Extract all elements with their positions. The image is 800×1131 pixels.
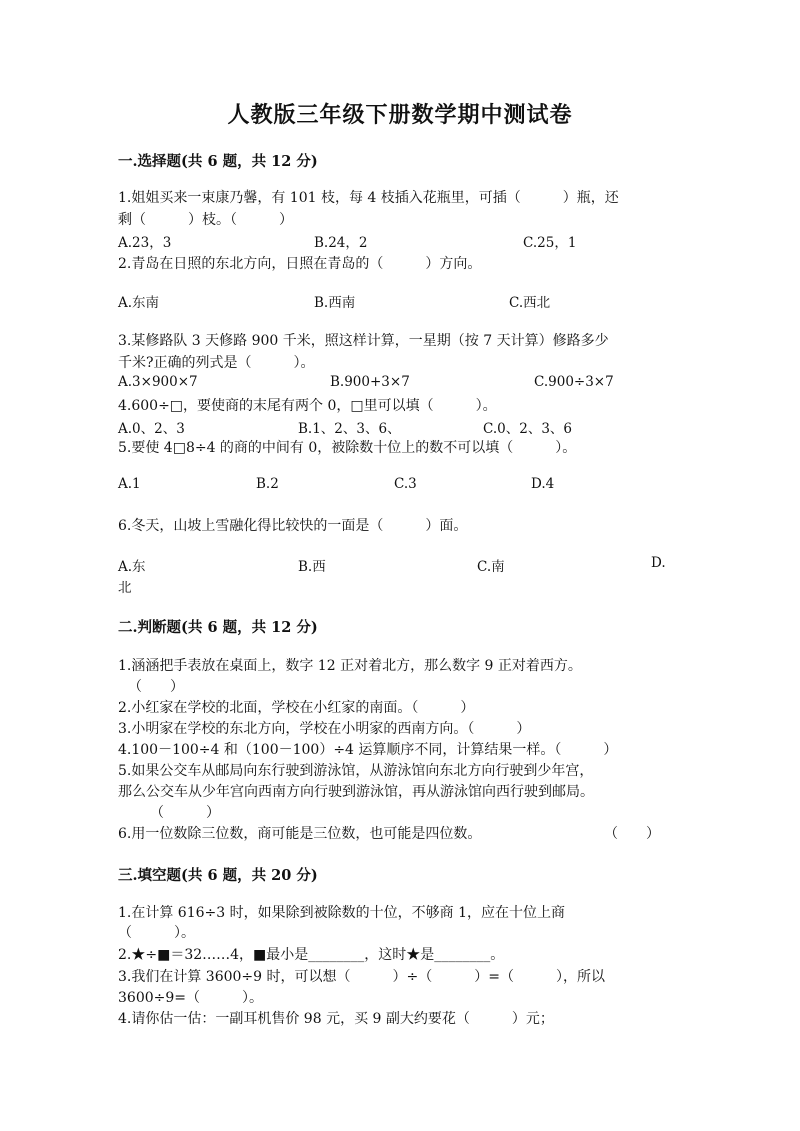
section-heading-judge: 二.判断题(共 6 题，共 12 分) [118,619,318,636]
fill-line-6: 4.请你估一估：一副耳机售价 98 元，买 9 副大约要花（ ）元； [118,1011,554,1027]
question-3-line-2: 千米?正确的列式是（ ）。 [118,355,315,371]
question-2-option-a: A.东南 [118,295,160,311]
fill-line-1: 1.在计算 616÷3 时，如果除到被除数的十位，不够商 1，应在十位上商 [118,905,565,921]
page-title: 人教版三年级下册数学期中测试卷 [227,102,573,128]
judge-line-9: 6.用一位数除三位数，商可能是三位数，也可能是四位数。 [118,826,482,842]
question-6-option-d-wrap: 北 [118,580,132,596]
question-4-option-a: A.0、2、3 [118,421,185,437]
judge-line-1: 1.涵涵把手表放在桌面上，数字 12 正对着北方，那么数字 9 正对着西方。 [118,658,582,674]
question-2-option-b: B.西南 [314,295,356,311]
question-1-line-1: 1.姐姐买来一束康乃馨，有 101 枝，每 4 枝插入花瓶里，可插（ ）瓶，还 [118,190,619,206]
fill-line-4: 3.我们在计算 3600÷9 时，可以想（ ）÷（ ）=（ ），所以 [118,969,605,985]
question-2-option-c: C.西北 [509,295,551,311]
section-heading-choice: 一.选择题(共 6 题，共 12 分) [118,153,318,170]
question-6-option-b: B.西 [298,559,326,575]
fill-line-2: （ ）。 [118,925,195,941]
judge-line-2: （ ） [128,679,184,695]
judge-line-8: （ ） [150,805,220,821]
question-5-line-1: 5.要使 4□8÷4 的商的中间有 0，被除数十位上的数不可以填（ ）。 [118,440,577,456]
question-4-option-c: C.0、2、3、6 [483,421,572,437]
question-3-option-a: A.3×900×7 [118,374,198,390]
judge-line-6: 5.如果公交车从邮局向东行驶到游泳馆，从游泳馆向东北方向行驶到少年宫， [118,763,594,779]
fill-line-5: 3600÷9=（ ）。 [118,990,263,1006]
section-heading-fill: 三.填空题(共 6 题，共 20 分) [118,867,318,884]
question-6-line-1: 6.冬天，山坡上雪融化得比较快的一面是（ ）面。 [118,518,468,534]
question-4-option-b: B.1、2、3、6、 [298,421,401,437]
question-3-option-b: B.900+3×7 [330,374,410,390]
question-3-option-c: C.900÷3×7 [534,374,614,390]
question-5-option-d: D.4 [531,476,555,492]
question-5-option-a: A.1 [118,476,141,492]
question-1-option-a: A.23，3 [118,235,172,251]
judge-line-5: 4.100－100÷4 和（100－100）÷4 运算顺序不同，计算结果一样。（ ） [118,742,618,758]
judge-line-10: （ ） [604,826,660,842]
question-6-option-d: D. [651,555,666,571]
question-5-option-c: C.3 [394,476,417,492]
judge-line-7: 那么公交车从少年宫向西南方向行驶到游泳馆，再从游泳馆向西行驶到邮局。 [118,784,594,800]
fill-line-3: 2.★÷■＝32……4，■最小是________，这时★是________。 [118,947,505,963]
question-2-line-1: 2.青岛在日照的东北方向，日照在青岛的（ ）方向。 [118,256,482,272]
question-1-option-c: C.25，1 [523,235,577,251]
question-5-option-b: B.2 [256,476,279,492]
question-4-line-1: 4.600÷□，要使商的末尾有两个 0，□里可以填（ ）。 [118,398,497,414]
question-1-line-2: 剩（ ）枝。（ ） [118,212,293,228]
question-6-option-a: A.东 [118,559,146,575]
judge-line-4: 3.小明家在学校的东北方向，学校在小明家的西南方向。（ ） [118,721,531,737]
judge-line-3: 2.小红家在学校的北面，学校在小红家的南面。（ ） [118,700,475,716]
question-6-option-c: C.南 [477,559,505,575]
question-1-option-b: B.24，2 [314,235,368,251]
question-3-line-1: 3.某修路队 3 天修路 900 千米，照这样计算，一星期（按 7 天计算）修路多少 [118,333,609,349]
